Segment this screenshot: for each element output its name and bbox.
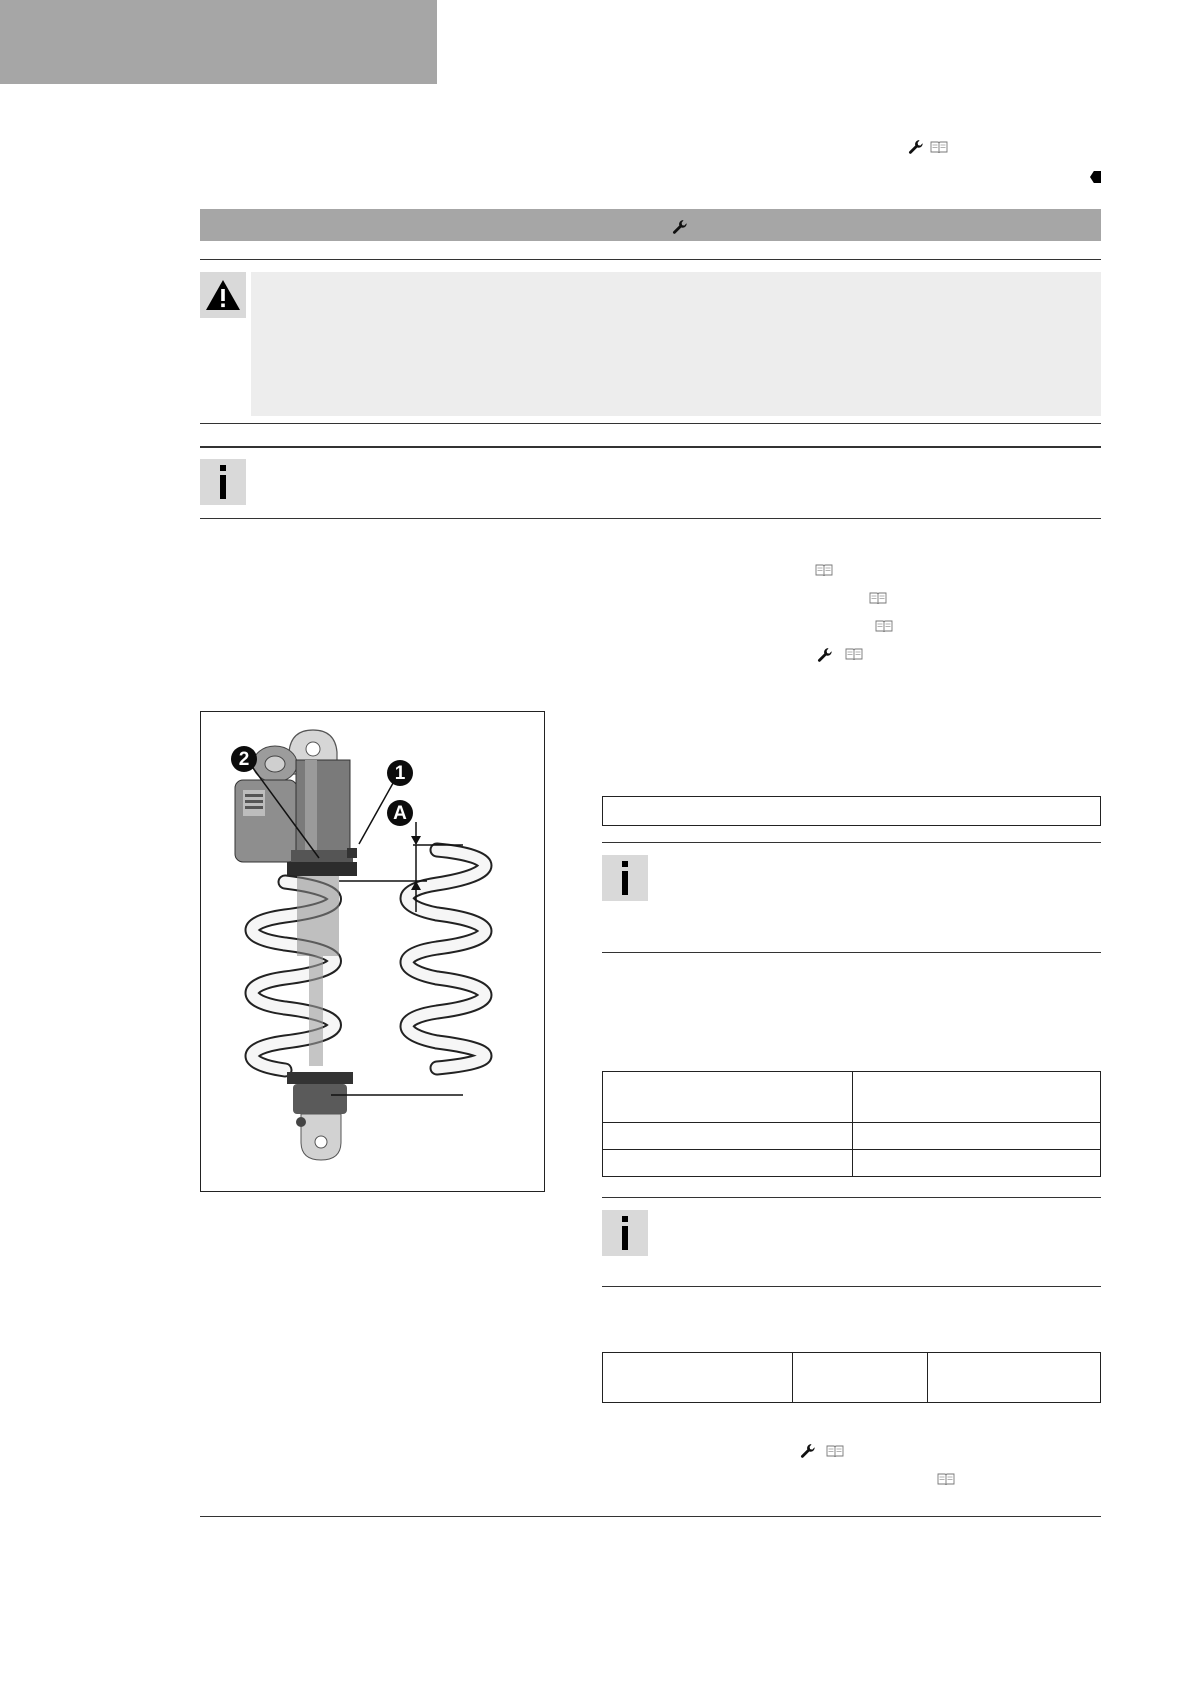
wrench-icon [800, 1443, 816, 1459]
table-cell [853, 1072, 1101, 1123]
divider [602, 1197, 1101, 1198]
table-cell [853, 1150, 1101, 1177]
table-row [603, 1123, 1101, 1150]
info-icon [200, 459, 246, 505]
chapter-header-block [0, 0, 437, 84]
warning-panel [251, 272, 1101, 416]
table-cell [603, 797, 1101, 826]
table-cell [793, 1353, 928, 1403]
spring-table [602, 1071, 1101, 1177]
shock-absorber-illustration [201, 712, 543, 1190]
table-cell [603, 1072, 853, 1123]
shock-absorber-figure [200, 711, 545, 1192]
callout-1: 1 [387, 760, 413, 786]
divider [602, 1286, 1101, 1287]
spec-table-1 [602, 796, 1101, 826]
book-icon[interactable] [826, 1444, 844, 1458]
info-icon [602, 855, 648, 901]
book-icon[interactable] [815, 563, 833, 577]
book-icon[interactable] [845, 647, 863, 661]
footer-divider [200, 1516, 1101, 1517]
table-cell [603, 1123, 853, 1150]
wrench-icon [908, 139, 924, 155]
callout-2: 2 [231, 746, 257, 772]
book-icon[interactable] [930, 140, 948, 154]
book-icon[interactable] [875, 619, 893, 633]
warning-icon [200, 272, 246, 318]
info-icon [602, 1210, 648, 1256]
table-cell [603, 1150, 853, 1177]
table-cell [603, 1353, 793, 1403]
divider [602, 952, 1101, 953]
table-cell [928, 1353, 1101, 1403]
divider [200, 518, 1101, 519]
section-title-bar [200, 209, 1101, 241]
book-icon[interactable] [869, 591, 887, 605]
callout-a: A [387, 800, 413, 826]
spec-table-3 [602, 1352, 1101, 1403]
wrench-icon [672, 219, 688, 235]
divider [200, 423, 1101, 424]
table-cell [853, 1123, 1101, 1150]
wrench-icon [817, 647, 833, 663]
divider [200, 446, 1101, 448]
table-row [603, 1150, 1101, 1177]
divider [200, 259, 1101, 260]
divider [602, 842, 1101, 843]
bullet-marker-icon [1090, 171, 1101, 183]
book-icon[interactable] [937, 1472, 955, 1486]
